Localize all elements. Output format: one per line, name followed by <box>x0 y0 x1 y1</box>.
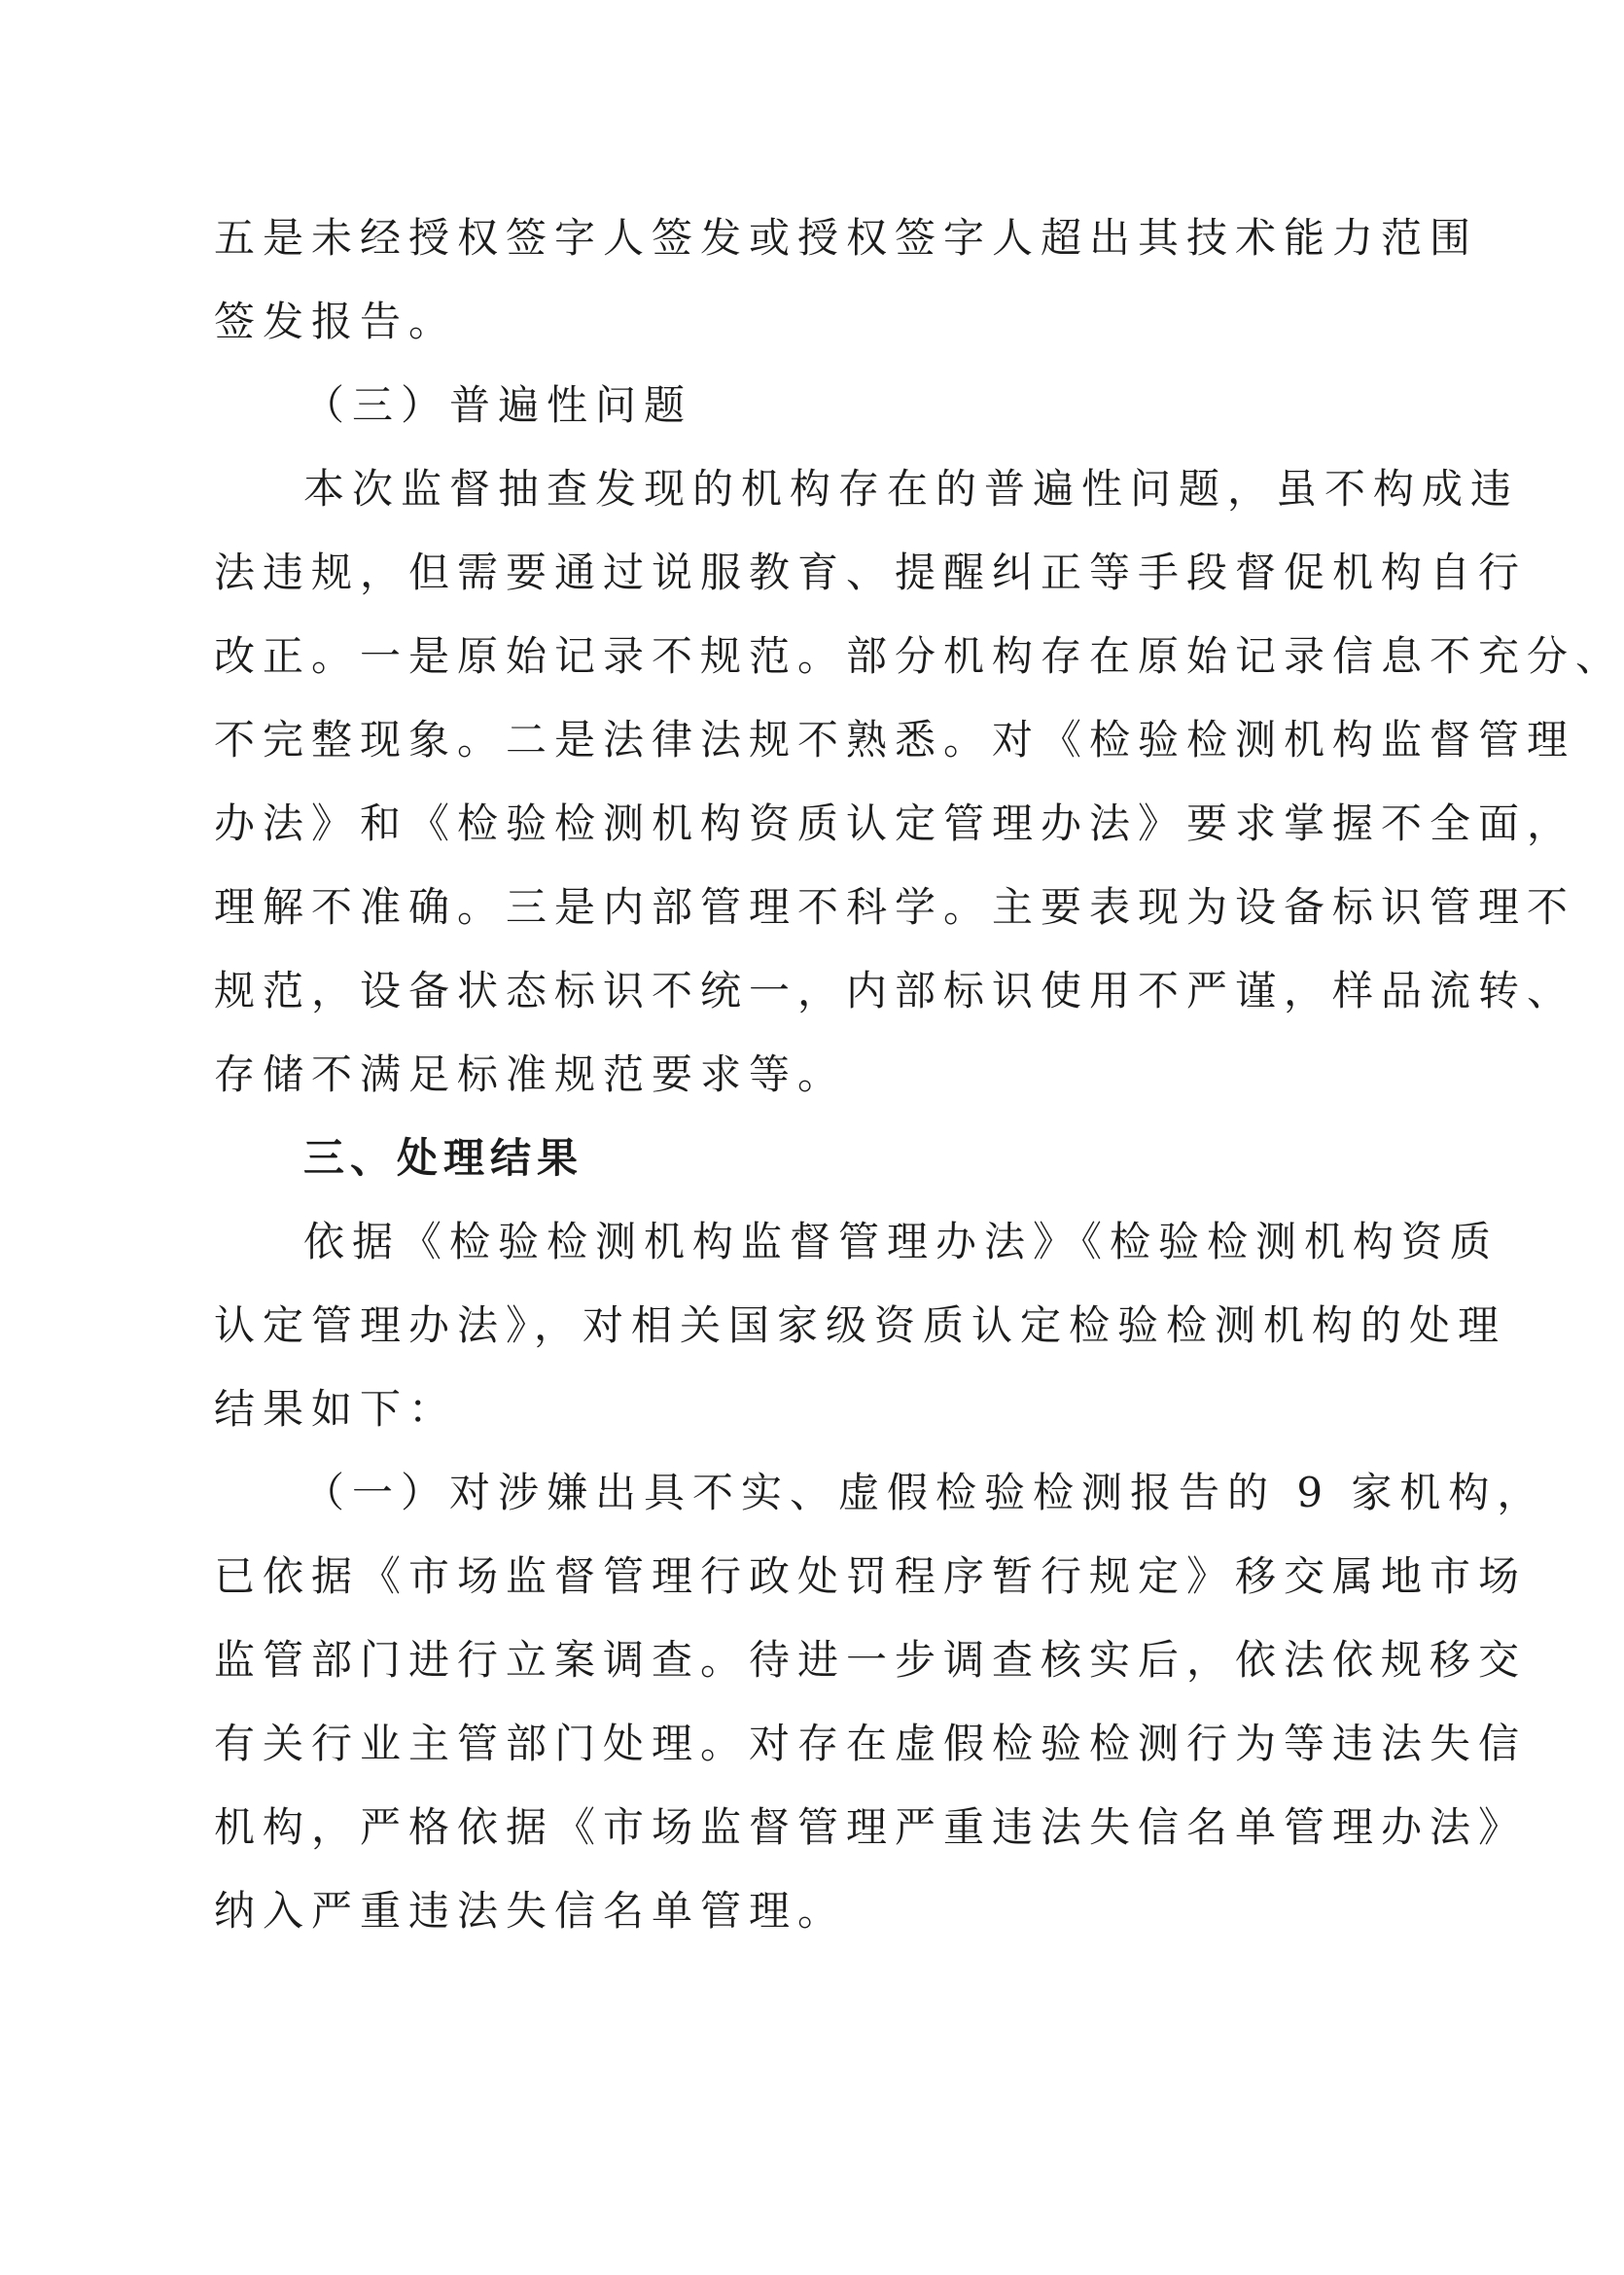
text-line: （一）对涉嫌出具不实、虚假检验检测报告的 9 家机构， <box>303 1469 1546 1516</box>
text-line: 有关行业主管部门处理。对存在虚假检验检测行为等违法失信 <box>214 1720 1528 1767</box>
text-line: 机构，严格依据《市场监督管理严重违法失信名单管理办法》 <box>214 1803 1528 1851</box>
subsection-heading: （三）普遍性问题 <box>303 381 693 429</box>
text-line: 改正。一是原始记录不规范。部分机构存在原始记录信息不充分、 <box>214 632 1624 680</box>
text-line: 结果如下： <box>214 1385 458 1433</box>
text-line: 存储不满足标准规范要求等。 <box>214 1050 847 1098</box>
text-line: 办法》和《检验检测机构资质认定管理办法》要求掌握不全面， <box>214 800 1576 847</box>
text-line: 依据《检验检测机构监督管理办法》《检验检测机构资质 <box>303 1218 1500 1265</box>
text-line: 纳入严重违法失信名单管理。 <box>214 1887 847 1935</box>
text-line: 规范，设备状态标识不统一，内部标识使用不严谨，样品流转、 <box>214 967 1576 1014</box>
text-line: 已依据《市场监督管理行政处罚程序暂行规定》移交属地市场 <box>214 1552 1528 1600</box>
document-body <box>214 196 1624 1953</box>
text-line: 签发报告。 <box>214 298 458 345</box>
text-line: 本次监督抽查发现的机构存在的普遍性问题，虽不构成违 <box>303 465 1520 513</box>
text-line: 监管部门进行立案调查。待进一步调查核实后，依法依规移交 <box>214 1636 1528 1684</box>
text-line: 法违规，但需要通过说服教育、提醒纠正等手段督促机构自行 <box>214 549 1528 596</box>
text-line: 不完整现象。二是法律法规不熟悉。对《检验检测机构监督管理 <box>214 716 1576 764</box>
text-line: 认定管理办法》，对相关国家级资质认定检验检测机构的处理 <box>214 1301 1507 1349</box>
text-line: 五是未经授权签字人签发或授权签字人超出其技术能力范围 <box>214 214 1479 262</box>
text-line: 理解不准确。三是内部管理不科学。主要表现为设备标识管理不 <box>214 883 1576 931</box>
section-heading: 三、处理结果 <box>303 1134 584 1182</box>
